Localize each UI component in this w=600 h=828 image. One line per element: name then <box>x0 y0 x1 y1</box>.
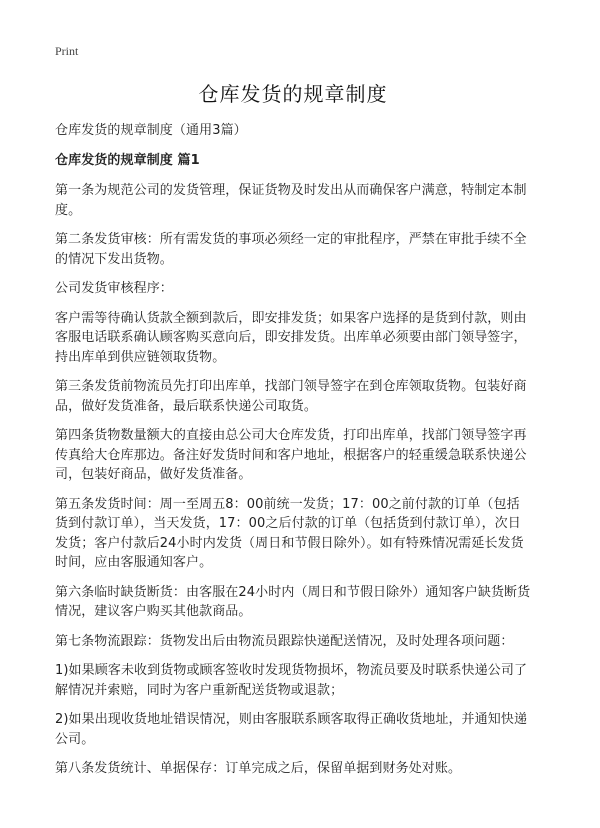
paragraph: 第五条发货时间：周一至周五8：00前统一发货；17：00之前付款的订单（包括货到付款订单），当天发货，17：00之后付款的订单（包括货到付款订单），次日发货；客户付款后24小时内发货（周日和节假日除外）。如有特殊情况需延长发货时间，应由客服通知客户。 <box>55 496 524 570</box>
document-title: 仓库发货的规章制度 <box>198 82 388 106</box>
paragraph: 第七条物流跟踪：货物发出后由物流员跟踪快递配送情况，及时处理各项问题： <box>55 633 514 649</box>
paragraph: 第四条货物数量额大的直接由总公司大仓库发货，打印出库单，找部门领导签字再传真给大仓库那边。备注好发货时间和客户地址，根据客户的轻重缓急联系快递公司，包装好商品，做好发货准备。 <box>55 428 527 482</box>
document-body <box>55 78 531 789</box>
paragraph: 1)如果顾客未收到货物或顾客签收时发现货物损坏，物流员要及时联系快递公司了解情况并索赔，同时为客户重新配送货物或退款； <box>55 663 528 698</box>
paragraph: 公司发货审核程序： <box>55 281 173 296</box>
paragraph: 2)如果出现收货地址错误情况，则由客服联系顾客取得正确收货地址，并通知快递公司。 <box>55 712 528 747</box>
paragraph: 第三条发货前物流员先打印出库单，找部门领导签字在到仓库领取货物。包装好商品，做好发货准备，最后联系快递公司取货。 <box>55 379 527 414</box>
paragraph: 第一条为规范公司的发货管理，保证货物及时发出从而确保客户满意，特制定本制度。 <box>55 183 527 218</box>
document-subtitle: 仓库发货的规章制度（通用3篇） <box>55 123 247 138</box>
section-heading: 仓库发货的规章制度 篇1 <box>55 152 200 168</box>
print-link[interactable]: Print <box>55 44 79 58</box>
paragraph: 第八条发货统计、单据保存：订单完成之后，保留单据到财务处对账。 <box>55 761 462 776</box>
paragraph: 第六条临时缺货断货：由客服在24小时内（周日和节假日除外）通知客户缺货断货情况，建议客户购买其他款商品。 <box>55 584 531 619</box>
paragraph: 第二条发货审核：所有需发货的事项必须经一定的审批程序，严禁在审批手续不全的情况下发出货物。 <box>55 232 527 267</box>
paragraph: 客户需等待确认货款全额到款后，即安排发货；如果客户选择的是货到付款，则由客服电话联系确认顾客购买意向后，即安排发货。出库单必须要由部门领导签字，持出库单到供应链领取货物。 <box>55 310 527 365</box>
